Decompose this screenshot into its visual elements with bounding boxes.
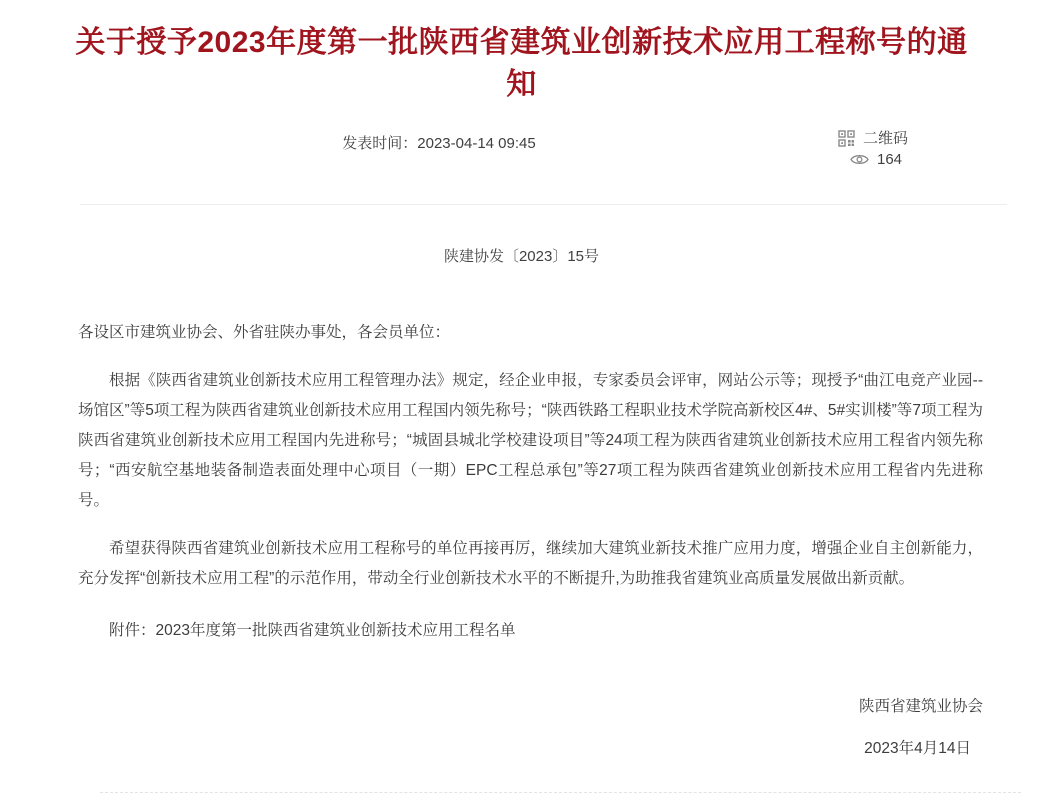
qr-code-button[interactable] [838,128,1003,149]
signature-date: 2023年4月14日 [864,740,971,757]
document-number: 陕建协发〔2023〕15号 [443,248,600,265]
publish-time-label: 发表时间： [342,135,418,152]
publish-time [40,128,838,153]
body-paragraph: 根据《陕西省建筑业创新技术应用工程管理办法》规定，经企业申报，专家委员会评审，网站公示等；现授予“曲江电竞产业园--场馆区”等5项工程为陕西省建筑业创新技术应用工程国内领先称号；“陕西铁路工程职业技术学院高新校区4#、5#实训楼”等7项工程为陕西省建筑业创新技术应用工程国内先进称号；“城固县城北学校建设项目”等24项工程为陕西省建筑业创新技术应用工程省内领先称号；“西安航空基地装备制造表面处理中心项目（一期）EPC工程总承包”等27项工程为陕西省建筑业创新技术应用工程省内先进称号。 [78,372,983,509]
body-paragraph: 希望获得陕西省建筑业创新技术应用工程称号的单位再接再厉，继续加大建筑业新技术推广应用力度，增强企业自主创新能力，充分发挥“创新技术应用工程”的示范作用，带动全行业创新技术水平的不断提升,为助推我省建筑业高质量发展做出新贡献。 [78,540,983,587]
meta-right-block [838,128,1003,170]
bottom-rule [100,792,1021,793]
page-title: 关于授予2023年度第一批陕西省建筑业创新技术应用工程称号的通知 [75,26,968,101]
qr-code-label: 二维码 [863,130,909,147]
view-count-value: 164 [877,151,903,168]
notice-body [78,318,983,646]
notice-article-page [0,22,1043,798]
qr-code-icon [838,130,855,147]
signature-organization: 陕西省建筑业协会 [858,698,983,715]
header-divider [80,204,1007,205]
view-count [838,149,1003,170]
meta-row [0,128,1043,170]
salutation-line: 各设区市建筑业协会、外省驻陕办事处，各会员单位： [78,324,451,341]
eye-icon [850,153,869,166]
attachment-line: 附件：2023年度第一批陕西省建筑业创新技术应用工程名单 [109,622,516,639]
publish-time-value: 2023-04-14 09:45 [417,135,536,152]
